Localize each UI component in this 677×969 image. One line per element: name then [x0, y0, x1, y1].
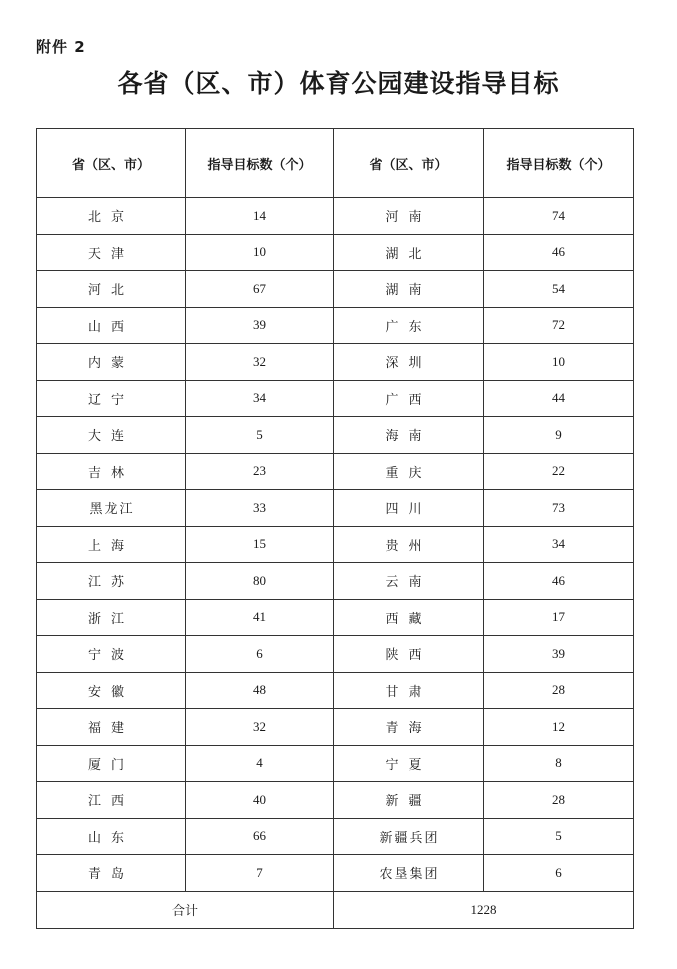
total-value: 1228	[334, 891, 634, 928]
table-row	[37, 271, 634, 308]
table-row	[37, 526, 634, 563]
table-footer	[37, 891, 634, 928]
target-count-cell: 39	[484, 636, 634, 673]
region-name-cell: 安徽	[37, 672, 186, 709]
total-row	[37, 891, 634, 928]
region-name-cell: 天津	[37, 234, 186, 271]
table-row	[37, 855, 634, 892]
target-count-cell: 8	[484, 745, 634, 782]
table-row	[37, 782, 634, 819]
target-count-cell: 73	[484, 490, 634, 527]
target-count-cell: 32	[186, 709, 334, 746]
region-name-cell: 辽宁	[37, 380, 186, 417]
table-row	[37, 563, 634, 600]
region-name-cell: 江西	[37, 782, 186, 819]
target-count-cell: 7	[186, 855, 334, 892]
target-count-cell: 46	[484, 234, 634, 271]
region-name-cell: 陕西	[334, 636, 484, 673]
region-name-cell: 山东	[37, 818, 186, 855]
table-row	[37, 380, 634, 417]
table-row	[37, 636, 634, 673]
table-row	[37, 307, 634, 344]
target-count-cell: 5	[484, 818, 634, 855]
region-name-cell: 内蒙	[37, 344, 186, 381]
region-name-cell: 吉林	[37, 453, 186, 490]
target-count-cell: 40	[186, 782, 334, 819]
target-count-cell: 5	[186, 417, 334, 454]
target-count-cell: 4	[186, 745, 334, 782]
table-row	[37, 234, 634, 271]
target-count-cell: 39	[186, 307, 334, 344]
target-count-cell: 44	[484, 380, 634, 417]
header-region-right: 省（区、市）	[334, 129, 484, 198]
target-count-cell: 6	[186, 636, 334, 673]
region-name-cell: 新疆	[334, 782, 484, 819]
target-count-cell: 9	[484, 417, 634, 454]
target-count-cell: 33	[186, 490, 334, 527]
targets-table	[36, 128, 634, 929]
region-name-cell: 江苏	[37, 563, 186, 600]
target-count-cell: 17	[484, 599, 634, 636]
target-count-cell: 34	[186, 380, 334, 417]
region-name-cell: 厦门	[37, 745, 186, 782]
target-count-cell: 10	[484, 344, 634, 381]
target-count-cell: 80	[186, 563, 334, 600]
table-header	[37, 129, 634, 198]
region-name-cell: 农垦集团	[334, 855, 484, 892]
target-count-cell: 14	[186, 198, 334, 235]
region-name-cell: 河北	[37, 271, 186, 308]
target-count-cell: 74	[484, 198, 634, 235]
header-region-left: 省（区、市）	[37, 129, 186, 198]
region-name-cell: 广西	[334, 380, 484, 417]
table-row	[37, 453, 634, 490]
region-name-cell: 西藏	[334, 599, 484, 636]
region-name-cell: 福建	[37, 709, 186, 746]
target-count-cell: 23	[186, 453, 334, 490]
region-name-cell: 大连	[37, 417, 186, 454]
region-name-cell: 黑龙江	[37, 490, 186, 527]
region-name-cell: 海南	[334, 417, 484, 454]
region-name-cell: 新疆兵团	[334, 818, 484, 855]
target-count-cell: 67	[186, 271, 334, 308]
table-row	[37, 672, 634, 709]
target-count-cell: 54	[484, 271, 634, 308]
header-row	[37, 129, 634, 198]
region-name-cell: 云南	[334, 563, 484, 600]
target-count-cell: 72	[484, 307, 634, 344]
target-count-cell: 15	[186, 526, 334, 563]
region-name-cell: 甘肃	[334, 672, 484, 709]
region-name-cell: 湖北	[334, 234, 484, 271]
target-count-cell: 41	[186, 599, 334, 636]
region-name-cell: 贵州	[334, 526, 484, 563]
region-name-cell: 上海	[37, 526, 186, 563]
table-row	[37, 709, 634, 746]
region-name-cell: 宁夏	[334, 745, 484, 782]
region-name-cell: 山西	[37, 307, 186, 344]
table-row	[37, 818, 634, 855]
total-label: 合计	[37, 891, 334, 928]
table-row	[37, 599, 634, 636]
table-body	[37, 198, 634, 892]
region-name-cell: 青岛	[37, 855, 186, 892]
region-name-cell: 四川	[334, 490, 484, 527]
target-count-cell: 28	[484, 672, 634, 709]
table-row	[37, 490, 634, 527]
table-row	[37, 745, 634, 782]
region-name-cell: 浙江	[37, 599, 186, 636]
target-count-cell: 6	[484, 855, 634, 892]
table-row	[37, 417, 634, 454]
region-name-cell: 北京	[37, 198, 186, 235]
region-name-cell: 宁波	[37, 636, 186, 673]
target-count-cell: 46	[484, 563, 634, 600]
target-count-cell: 28	[484, 782, 634, 819]
document-title: 各省（区、市）体育公园建设指导目标	[117, 69, 560, 98]
target-count-cell: 66	[186, 818, 334, 855]
region-name-cell: 湖南	[334, 271, 484, 308]
target-count-cell: 10	[186, 234, 334, 271]
header-target-left: 指导目标数（个）	[186, 129, 334, 198]
target-count-cell: 48	[186, 672, 334, 709]
target-count-cell: 34	[484, 526, 634, 563]
region-name-cell: 重庆	[334, 453, 484, 490]
region-name-cell: 深圳	[334, 344, 484, 381]
target-count-cell: 32	[186, 344, 334, 381]
target-count-cell: 22	[484, 453, 634, 490]
table-row	[37, 344, 634, 381]
region-name-cell: 青海	[334, 709, 484, 746]
region-name-cell: 广东	[334, 307, 484, 344]
attachment-label: 附件 2	[36, 38, 86, 56]
table-row	[37, 198, 634, 235]
region-name-cell: 河南	[334, 198, 484, 235]
target-count-cell: 12	[484, 709, 634, 746]
header-target-right: 指导目标数（个）	[484, 129, 634, 198]
